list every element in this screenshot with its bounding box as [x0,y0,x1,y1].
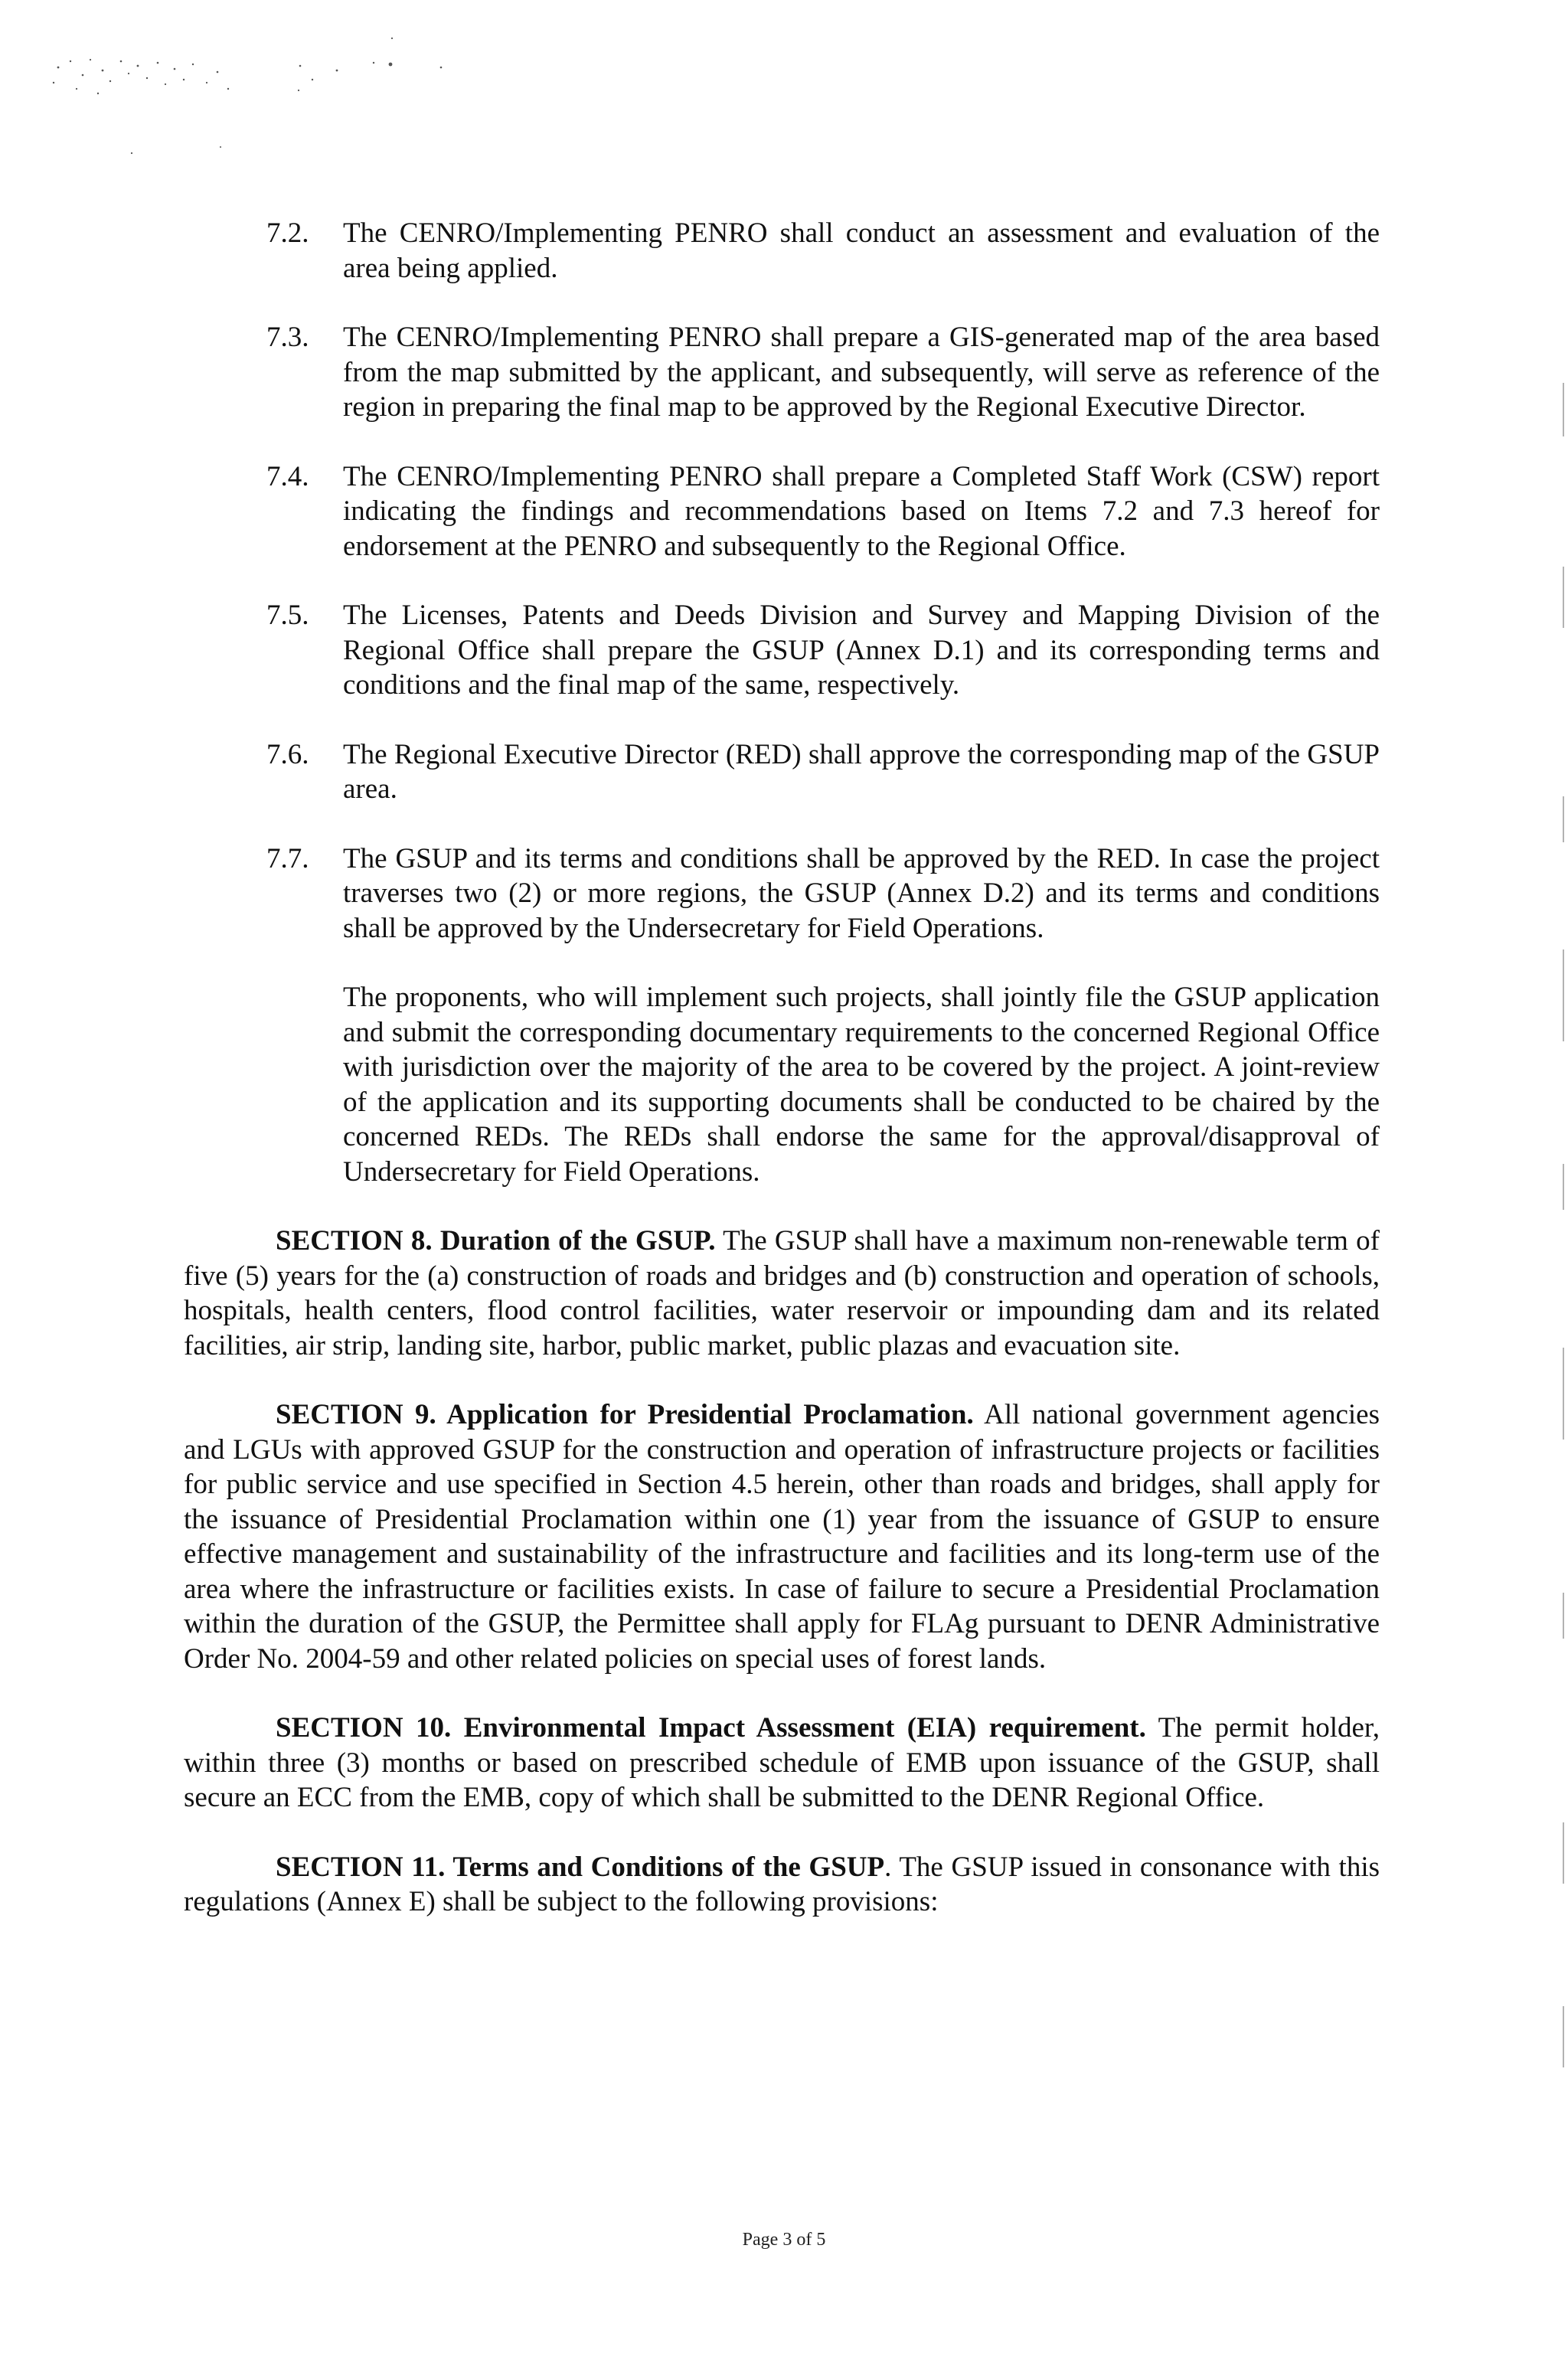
section-text: . The GSUP issued in consonance with this regulations (Annex E) shall be subject to the following provisions: [184,1851,1380,1917]
item-text: The CENRO/Implementing PENRO shall conduct an assessment and evaluation of the area being applied. [343,217,1380,284]
section-text: All national government agencies and LGUs with approved GSUP for the construction and operation of infrastructure projects or facilities for public service and use specified in Section 4.5 herein, other than roads and bridges, shall apply for the issuance of Presidential Proclamation within one (1) year from the issuance of GSUP to ensure effective management and sustainability of the infrastructure and facilities and its long-term use of the area where the infrastructure or facilities exists. In case of failure to secure a Presidential Proclamation within the duration of the GSUP, the Permittee shall apply for FLAg pursuant to DENR Administrative Order No. 2004-59 and other related policies on special uses of forest lands. [184,1399,1380,1675]
item-number: 7.6. [266,738,309,770]
item-number: 7.7. [266,842,309,874]
list-item [184,320,1380,425]
item-text: The GSUP and its terms and conditions shall be approved by the RED. In case the project traverses two (2) or more regions, the GSUP (Annex D.2) and its terms and conditions shall be approved by the Undersecretary for Field Operations. [343,842,1380,944]
list-item [184,737,1380,807]
item-number: 7.5. [266,600,309,631]
section-10 [184,1711,1380,1815]
list-item [184,216,1380,286]
item-number: 7.2. [266,217,309,249]
item-text: The Licenses, Patents and Deeds Division and Survey and Mapping Division of the Regional Office shall prepare the GSUP (Annex D.1) and its corresponding terms and conditions and the final map of the same, respectively. [343,600,1380,701]
item-text: The Regional Executive Director (RED) shall approve the corresponding map of the GSUP area. [343,738,1380,805]
list-item [184,598,1380,703]
section-9 [184,1397,1380,1676]
item-number: 7.4. [266,460,309,492]
scan-edge-marks [1557,368,1568,2129]
item-text: The CENRO/Implementing PENRO shall prepare a Completed Staff Work (CSW) report indicating the findings and recommendations based on Items 7.2 and 7.3 hereof for endorsement at the PENRO and subsequently to the Regional Office. [343,460,1380,562]
section-text: The permit holder, within three (3) months or based on prescribed schedule of EMB upon issuance of the GSUP, shall secure an ECC from the EMB, copy of which shall be submitted to the DENR Regional Office. [184,1712,1380,1813]
section-heading: SECTION 10. Environmental Impact Assessment (EIA) requirement. [276,1712,1146,1744]
section-8 [184,1224,1380,1363]
section-11 [184,1850,1380,1920]
section-heading: SECTION 8. Duration of the GSUP. [276,1225,716,1257]
page-number: Page 3 of 5 [742,2230,826,2250]
section-text: The GSUP shall have a maximum non-renewable term of five (5) years for the (a) construction of roads and bridges and (b) construction and operation of schools, hospitals, health centers, flood control facilities, water reservoir or impounding dam and its related facilities, air strip, landing site, harbor, public market, public plazas and evacuation site. [184,1225,1380,1361]
list-item [184,842,1380,946]
item-text: The CENRO/Implementing PENRO shall prepare a GIS-generated map of the area based from the map submitted by the applicant, and subsequently, will serve as reference of the region in preparing the final map to be approved by the Regional Executive Director. [343,322,1380,423]
item-7-7-paragraph: The proponents, who will implement such projects, shall jointly file the GSUP application and submit the corresponding documentary requirements to the concerned Regional Office with jurisdiction over the majority of the area to be covered by the project. A joint-review of the application and its supporting documents shall be conducted to be chaired by the concerned REDs. The REDs shall endorse the same for the approval/disapproval of Undersecretary for Field Operations. [343,982,1380,1188]
item-number: 7.3. [266,322,309,353]
document-body [184,216,1380,1954]
scan-noise-marks [31,31,459,168]
section-heading: SECTION 11. Terms and Conditions of the GSUP [276,1851,885,1883]
list-item [184,459,1380,564]
section-heading: SECTION 9. Application for Presidential Proclamation. [276,1399,974,1430]
